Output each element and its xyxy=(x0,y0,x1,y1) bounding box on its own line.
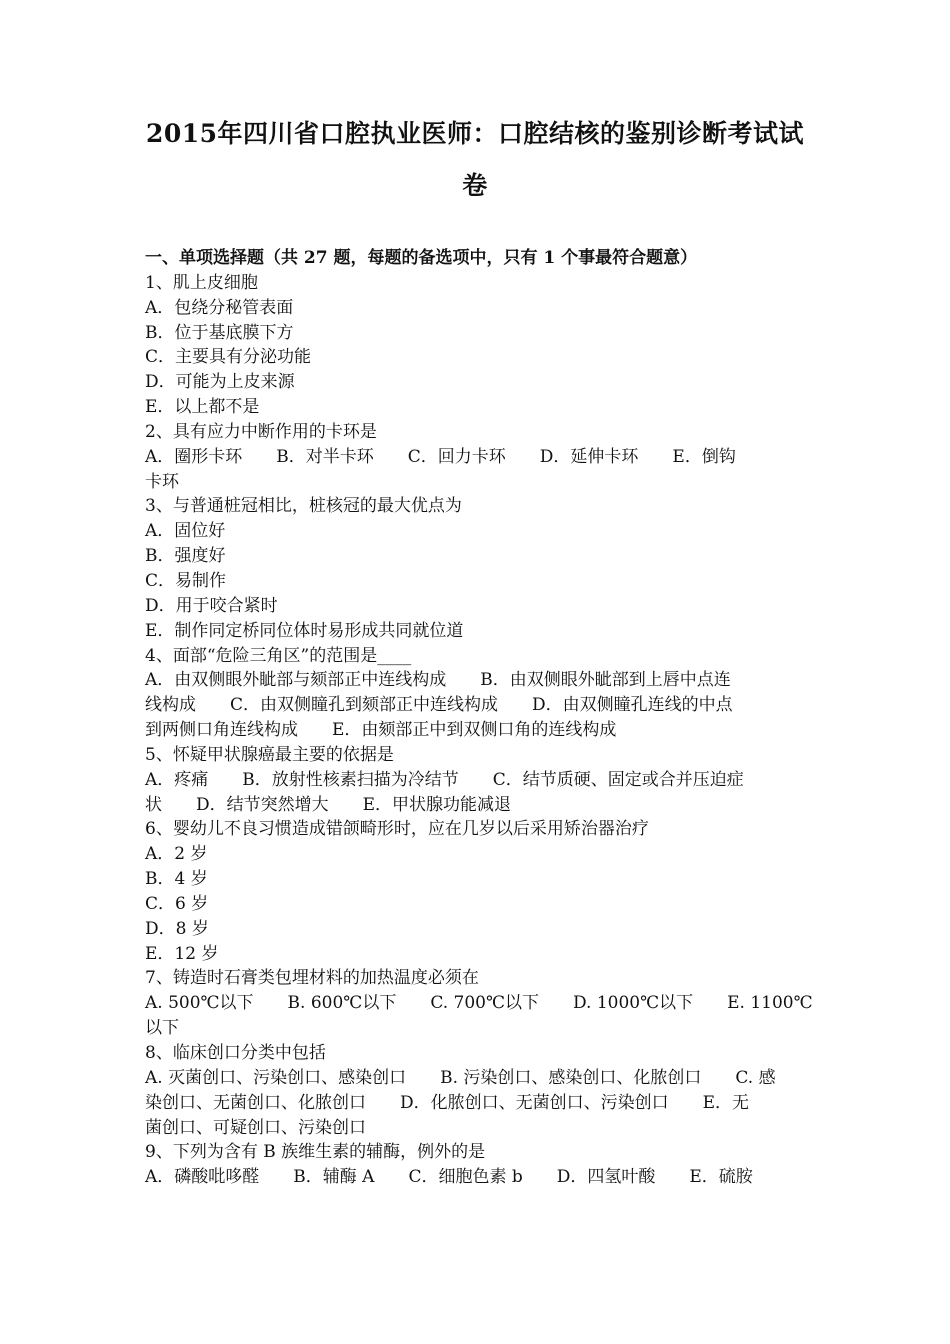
option-line: D．可能为上皮来源 xyxy=(145,372,295,393)
document-title-line2: 卷 xyxy=(462,171,488,200)
option-line: A．磷酸吡哆醛 B．辅酶 A C．细胞色素 b D．四氢叶酸 E．硫胺 xyxy=(145,1167,753,1188)
option-line: E．制作同定桥同位体时易形成共同就位道 xyxy=(145,620,464,641)
option-line: A. 500℃以下 B. 600℃以下 C. 700℃以下 D. 1000℃以下 E. 1100℃ xyxy=(145,993,813,1014)
question-7-stem: 7、铸造时石膏类包埋材料的加热温度必须在 xyxy=(145,968,479,989)
option-line: 线构成 C．由双侧瞳孔到颏部正中连线构成 D．由双侧瞳孔连线的中点 xyxy=(145,695,733,716)
option-line: 卡环 xyxy=(145,471,179,492)
option-line: A．由双侧眼外眦部与颏部正中连线构成 B．由双侧眼外眦部到上唇中点连 xyxy=(145,670,731,691)
section-heading: 一、单项选择题（共 27 题，每题的备选项中，只有 1 个事最符合题意） xyxy=(145,248,698,268)
option-line: 染创口、无菌创口、化脓创口 D．化脓创口、无菌创口、污染创口 E．无 xyxy=(145,1092,750,1113)
question-2-stem: 2、具有应力中断作用的卡环是 xyxy=(145,421,377,442)
option-line: C．6 岁 xyxy=(145,893,209,914)
option-line: D．8 岁 xyxy=(145,918,209,939)
option-line: A. 灭菌创口、污染创口、感染创口 B. 污染创口、感染创口、化脓创口 C. 感 xyxy=(145,1067,776,1088)
option-line: C．易制作 xyxy=(145,570,227,591)
question-3-stem: 3、与普通桩冠相比，桩核冠的最大优点为 xyxy=(145,496,462,517)
option-line: B．4 岁 xyxy=(145,869,208,890)
option-line: A．疼痛 B．放射性核素扫描为冷结节 C．结节质硬、固定或合并压迫症 xyxy=(145,769,744,790)
question-5-stem: 5、怀疑甲状腺癌最主要的依据是 xyxy=(145,744,394,765)
option-line: 到两侧口角连线构成 E．由颏部正中到双侧口角的连线构成 xyxy=(145,720,617,741)
option-line: E．以上都不是 xyxy=(145,397,260,418)
question-8-stem: 8、临床创口分类中包括 xyxy=(145,1043,326,1063)
option-line: C．主要具有分泌功能 xyxy=(145,347,312,368)
option-line: A．2 岁 xyxy=(145,844,208,865)
document-body xyxy=(145,246,817,1190)
option-line: 状 D．结节突然增大 E．甲状腺功能减退 xyxy=(145,794,512,815)
option-line: E．12 岁 xyxy=(145,943,219,964)
option-line: 菌创口、可疑创口、污染创口 xyxy=(145,1117,366,1138)
option-line: B．位于基底膜下方 xyxy=(145,322,294,343)
option-line: D．用于咬合紧时 xyxy=(145,595,278,616)
option-line: B．强度好 xyxy=(145,546,226,567)
option-line: A．包绕分秘管表面 xyxy=(145,297,294,318)
question-4-stem: 4、面部“危险三角区”的范围是____ xyxy=(145,645,412,666)
option-line: 以下 xyxy=(145,1018,179,1039)
document-title-line1: 2015年四川省口腔执业医师：口腔结核的鉴别诊断考试试 xyxy=(145,119,805,148)
question-6-stem: 6、婴幼儿不良习惯造成错颌畸形时，应在几岁以后采用矫治器治疗 xyxy=(145,819,649,840)
option-line: A．固位好 xyxy=(145,521,226,542)
option-line: A．圈形卡环 B．对半卡环 C．回力卡环 D．延伸卡环 E．倒钩 xyxy=(145,446,736,467)
question-9-stem: 9、下列为含有 B 族维生素的辅酶，例外的是 xyxy=(145,1142,486,1163)
question-1-stem: 1、肌上皮细胞 xyxy=(145,272,258,293)
